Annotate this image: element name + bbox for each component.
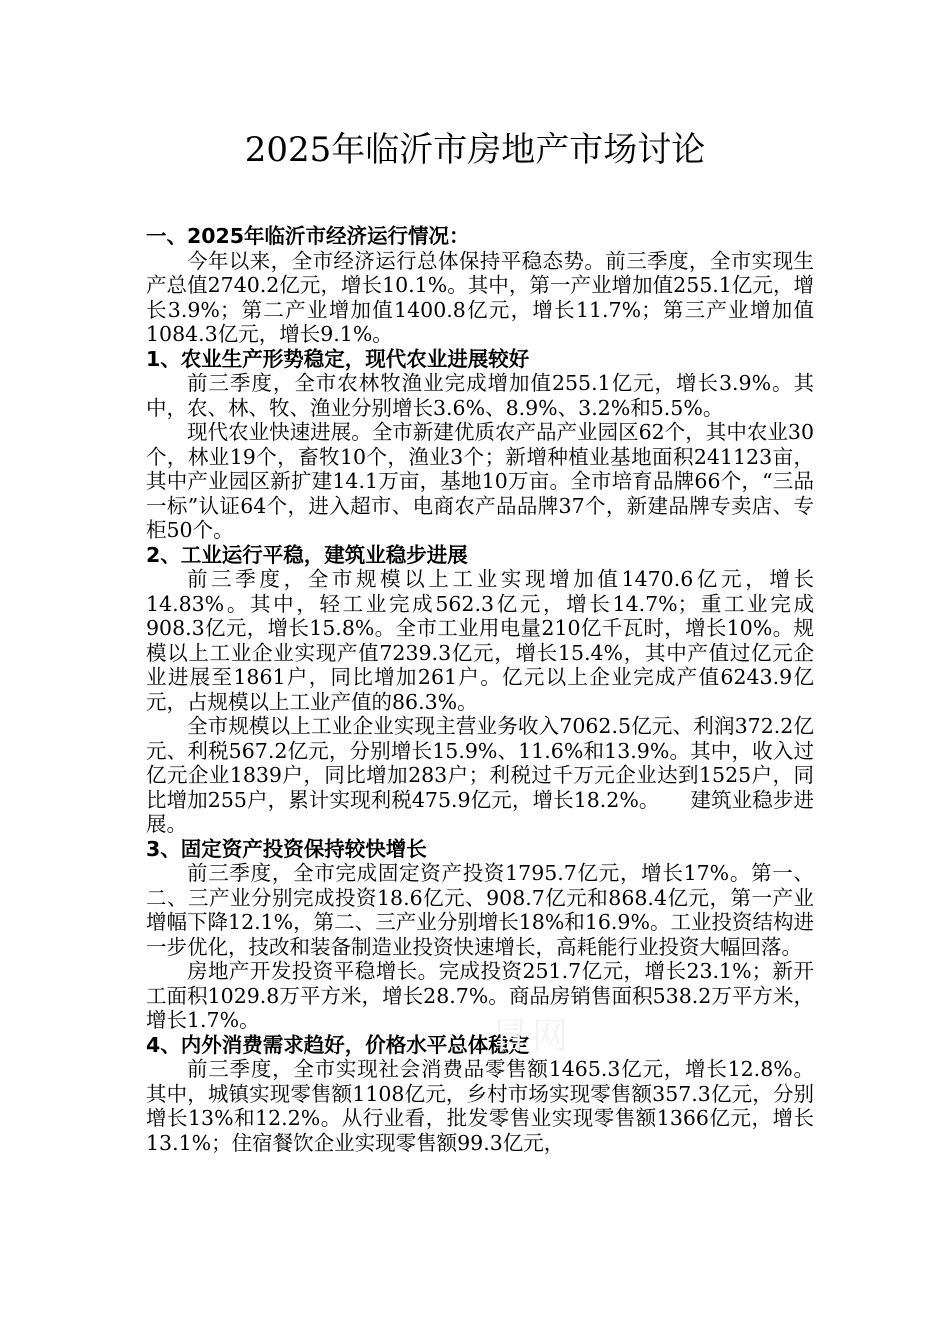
section-heading-industry: 2、工业运行平稳，建筑业稳步进展 [146,542,468,567]
paragraph: 全市规模以上工业企业实现主营业务收入7062.5亿元、利润372.2亿元、利税567.2亿元，分别增长15.9%、11.6%和13.9%。其中，收入过亿元企业1839户，同比增加283户；利税过千万元企业达到1525户，同比增加255户，累计实现利税475.9亿元，增长18.2%。 建筑业稳步进展。 [146,714,814,836]
section-heading-agriculture: 1、农业生产形势稳定，现代农业进展较好 [146,346,530,371]
paragraph: 房地产开发投资平稳增长。完成投资251.7亿元，增长23.1%；新开工面积1029.8万平方米，增长28.7%。商品房销售面积538.2万平方米，增长1.7%。 [146,959,814,1032]
paragraph: 今年以来，全市经济运行总体保持平稳态势。前三季度，全市实现生产总值2740.2亿元，增长10.1%。其中，第一产业增加值255.1亿元，增长3.9%；第二产业增加值1400.8亿元，增长11.7%；第三产业增加值1084.3亿元，增长9.1%。 [146,248,814,346]
paragraph: 现代农业快速进展。全市新建优质农产品产业园区62个，其中农业30个，林业19个，畜牧10个，渔业3个；新增种植业基地面积241123亩，其中产业园区新扩建14.1万亩，基地10万亩。全市培育品牌66个，“三品一标”认证64个，进入超市、电商农产品品牌37个，新建品牌专卖店、专柜50个。 [146,420,814,542]
paragraph: 前三季度，全市农林牧渔业完成增加值255.1亿元，增长3.9%。其中，农、林、牧、渔业分别增长3.6%、8.9%、3.2%和5.5%。 [146,371,814,420]
document-title: 2025年临沂市房地产市场讨论 [244,130,706,170]
section-heading-consumption: 4、内外消费需求趋好，价格水平总体稳定 [146,1032,530,1057]
document-body [146,224,814,1155]
section-heading-economy: 一、2025年临沂市经济运行情况： [146,224,470,248]
section-heading-investment: 3、固定资产投资保持较快增长 [146,836,427,861]
paragraph: 前三季度，全市实现社会消费品零售额1465.3亿元，增长12.8%。其中，城镇实现零售额1108亿元，乡村市场实现零售额357.3亿元，分别增长13%和12.2%。从行业看，批发零售业实现零售额1366亿元，增长13.1%；住宿餐饮企业实现零售额99.3亿元， [146,1057,814,1155]
paragraph: 前三季度，全市完成固定资产投资1795.7亿元，增长17%。第一、二、三产业分别完成投资18.6亿元、908.7亿元和868.4亿元，第一产业增幅下降12.1%，第二、三产业分别增长18%和16.9%。工业投资结构进一步优化，技改和装备制造业投资快速增长，高耗能行业投资大幅回落。 [146,861,814,959]
paragraph: 前三季度，全市规模以上工业实现增加值1470.6亿元，增长14.83%。其中，轻工业完成562.3亿元，增长14.7%；重工业完成908.3亿元，增长15.8%。全市工业用电量210亿千瓦时，增长10%。规模以上工业企业实现产值7239.3亿元，增长15.4%，其中产值过亿元企业进展至1861户，同比增加261户。亿元以上企业完成产值6243.9亿元，占规模以上工业产值的86.3%。 [146,567,814,714]
watermark: 冒网 [492,1016,573,1057]
